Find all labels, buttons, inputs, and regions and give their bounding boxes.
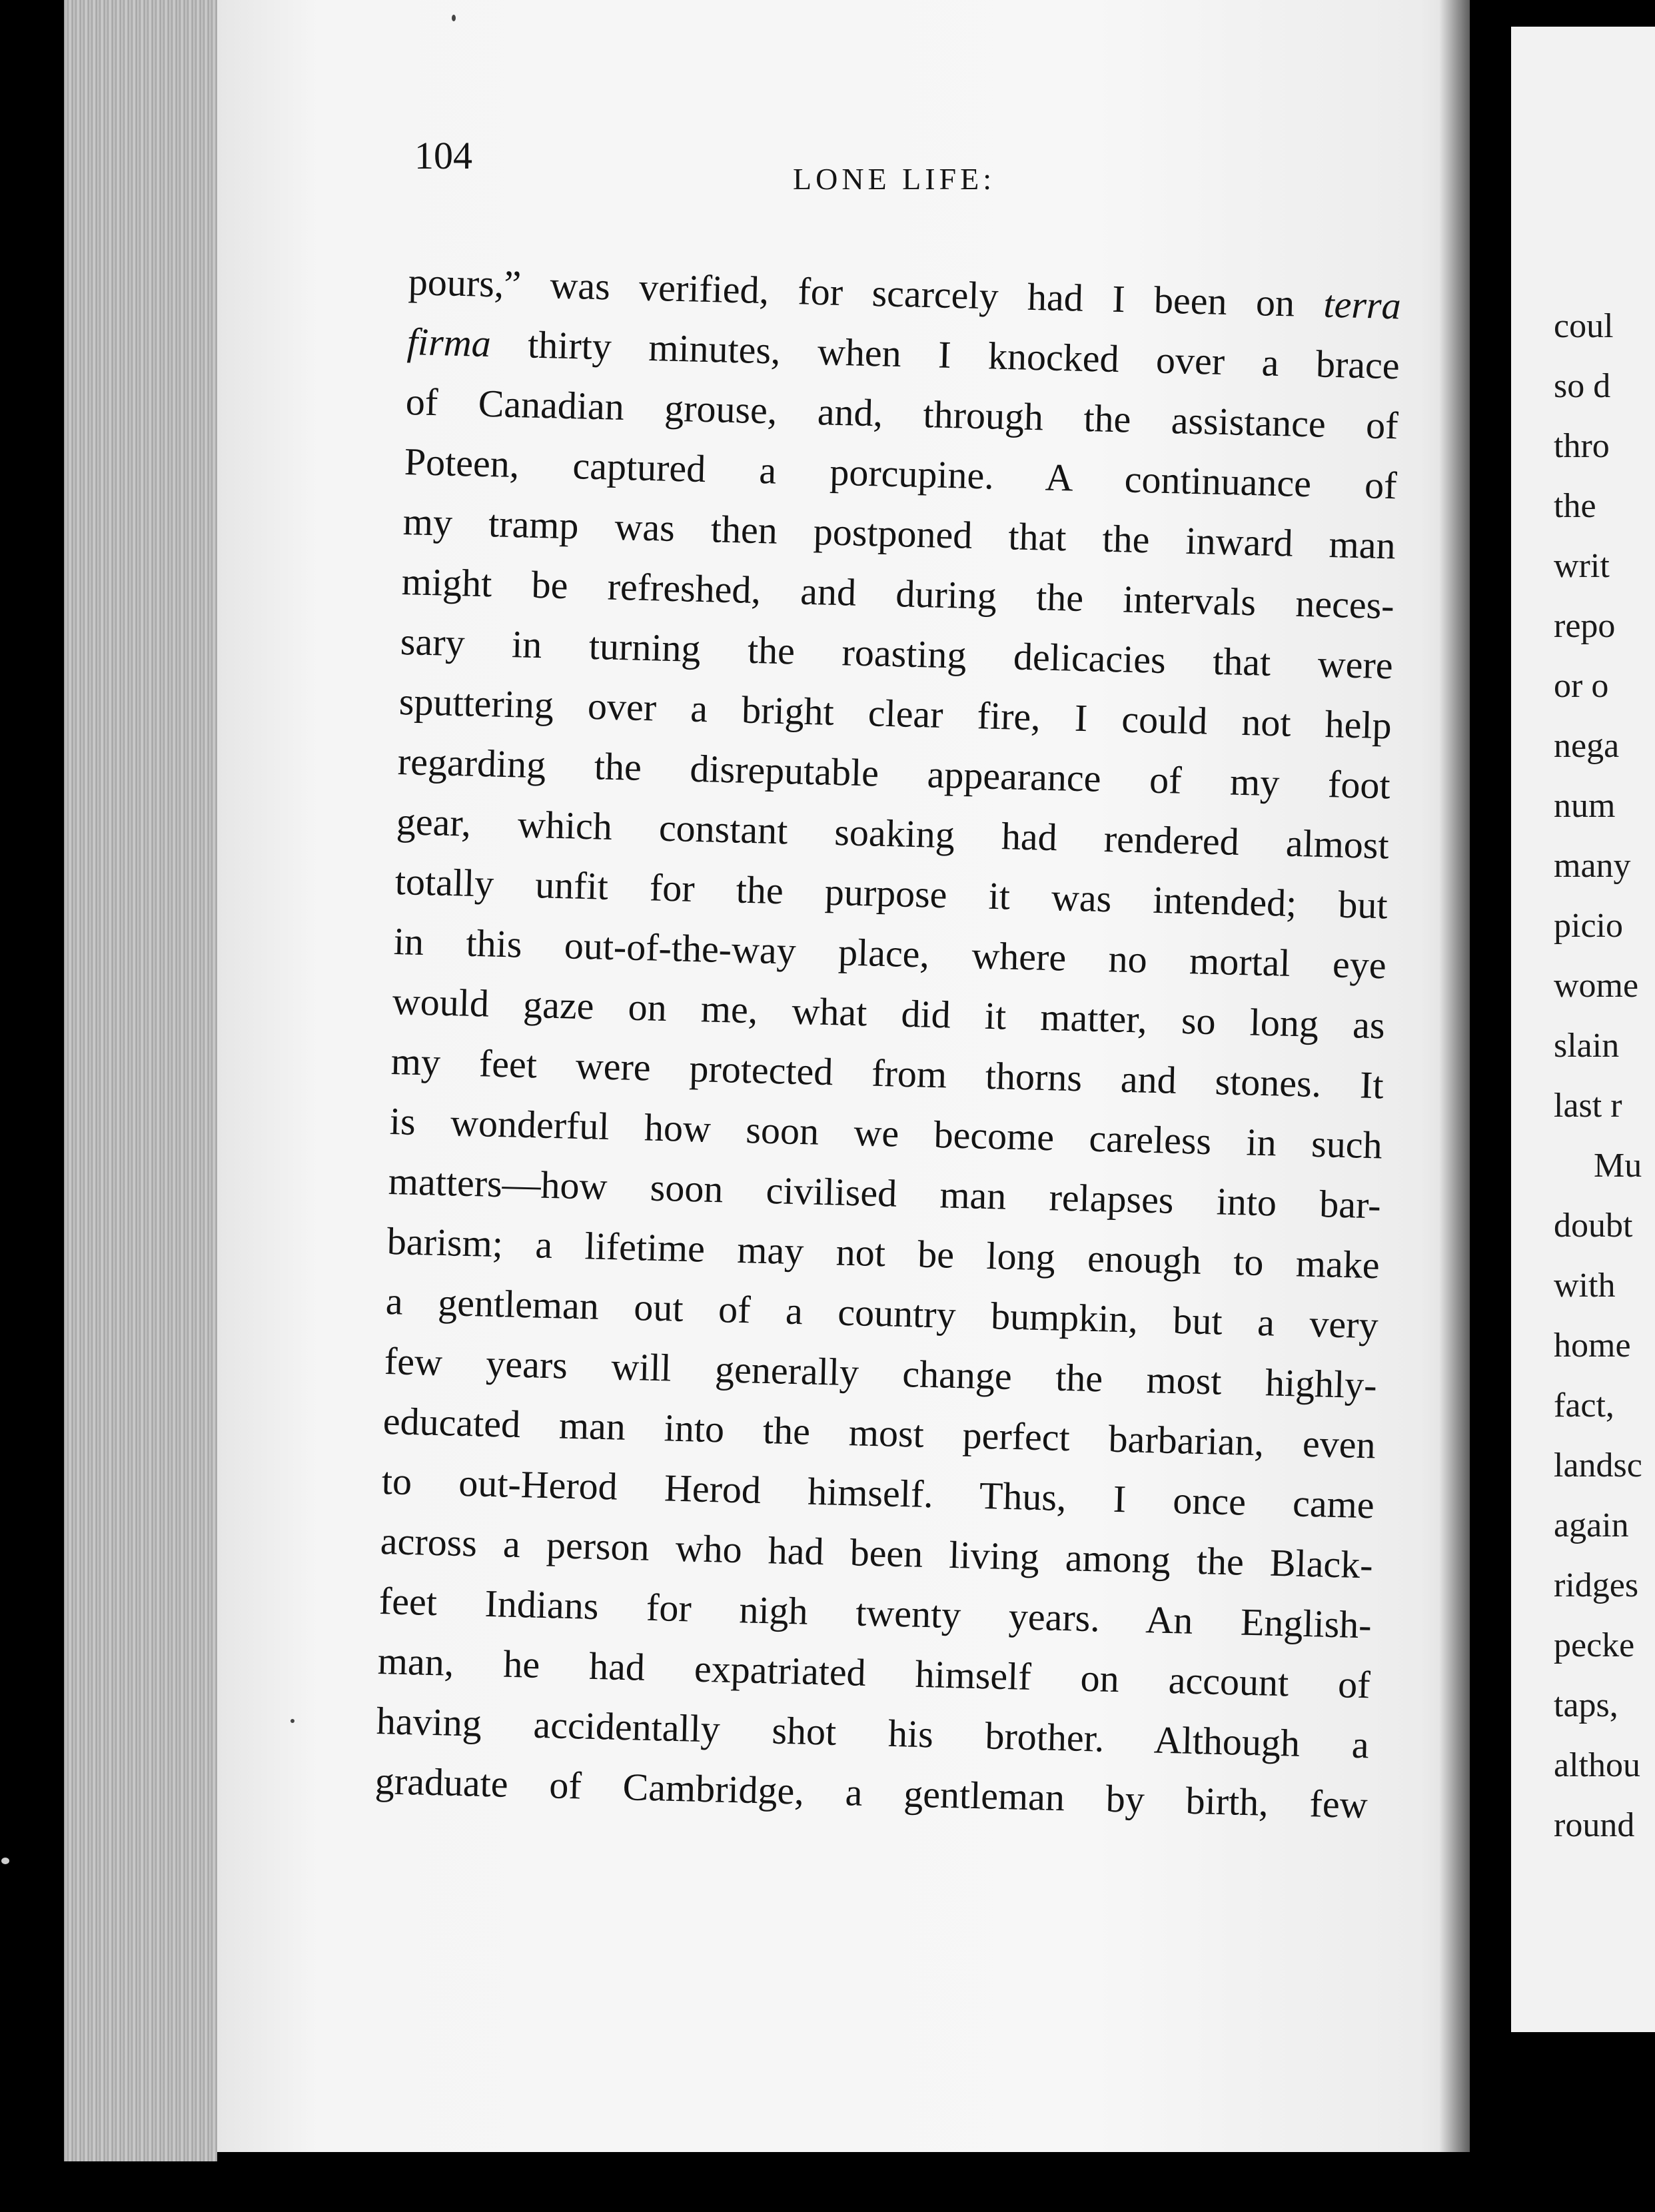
facing-text-line: with <box>1554 1267 1616 1305</box>
facing-text-line: or o <box>1554 667 1609 705</box>
text-line: pours,” was verified, for scarcely had I been on terra <box>408 260 1402 328</box>
facing-text-line: doubt <box>1554 1207 1633 1245</box>
facing-text-line: many <box>1554 847 1631 885</box>
text-line: a gentleman out of a country bumpkin, but a very <box>385 1279 1379 1347</box>
text-line: feet Indians for nigh twenty years. An English- <box>378 1579 1373 1647</box>
text-line: my tramp was then postponed that the inward man <box>402 500 1396 568</box>
facing-text-line: fact, <box>1554 1386 1614 1424</box>
italic-word: terra <box>1323 282 1402 328</box>
facing-text-line: writ <box>1554 547 1610 585</box>
facing-text-line: again <box>1554 1506 1629 1544</box>
speck-mark <box>452 15 456 21</box>
facing-text-line: so d <box>1554 367 1611 405</box>
speck-mark <box>1 1858 9 1864</box>
facing-text-line: last r <box>1554 1087 1622 1125</box>
text-line: Poteen, captured a porcupine. A continuance of <box>404 440 1398 508</box>
gutter-shadow <box>1439 0 1492 2165</box>
facing-text-line: home <box>1554 1327 1631 1365</box>
text-line: is wonderful how soon we become careless in such <box>389 1099 1383 1167</box>
facing-text-line: Mu <box>1594 1147 1642 1185</box>
facing-text-line: coul <box>1554 307 1614 345</box>
facing-text-line: picio <box>1554 907 1623 945</box>
facing-text-line: nega <box>1554 727 1620 765</box>
facing-text-line: slain <box>1554 1027 1620 1065</box>
speck-mark <box>290 1719 294 1723</box>
text-line: firma thirty minutes, when I knocked over a brace <box>406 320 1400 388</box>
text-line: gear, which constant soaking had rendered almost <box>396 800 1390 867</box>
facing-text-line: repo <box>1554 607 1616 645</box>
facing-text-line: wome <box>1554 967 1639 1005</box>
facing-text-line: the <box>1554 487 1596 525</box>
text-line: graduate of Cambridge, a gentleman by birth, few <box>374 1759 1369 1827</box>
facing-text-line: pecke <box>1554 1626 1635 1664</box>
facing-text-line: ridges <box>1554 1566 1639 1604</box>
text-line: few years will generally change the most highly- <box>384 1339 1378 1407</box>
facing-text-line: round <box>1554 1806 1635 1844</box>
text-line: regarding the disreputable appearance of my foot <box>397 740 1391 808</box>
page-stack-edges <box>64 0 217 2161</box>
facing-text-line: thro <box>1554 427 1610 465</box>
facing-text-line: althou <box>1554 1746 1640 1784</box>
facing-text-line: landsc <box>1554 1446 1642 1484</box>
text-line: might be refreshed, and during the intervals neces- <box>401 560 1395 628</box>
italic-word: firma <box>406 320 492 366</box>
page-number: 104 <box>414 134 472 177</box>
text-line: man, he had expatriated himself on account of <box>377 1639 1371 1707</box>
facing-text-line: num <box>1554 787 1616 825</box>
running-head: LONE LIFE: <box>793 162 996 196</box>
text-line: my feet were protected from thorns and stones. It <box>390 1039 1384 1107</box>
text-line: matters—how soon civilised man relapses into bar- <box>388 1159 1382 1227</box>
text-line: to out-Herod Herod himself. Thus, I once came <box>381 1459 1375 1527</box>
facing-text-line: taps, <box>1554 1686 1618 1724</box>
text-line: sputtering over a bright clear fire, I could not help <box>398 680 1392 748</box>
facing-page <box>1511 27 1655 2032</box>
text-line: of Canadian grouse, and, through the assistance of <box>405 380 1399 448</box>
text-line: educated man into the most perfect barbarian, even <box>382 1399 1377 1467</box>
text-line: sary in turning the roasting delicacies that were <box>400 620 1394 688</box>
text-line: barism; a lifetime may not be long enough to make <box>386 1219 1380 1287</box>
text-line: having accidentally shot his brother. Although a <box>376 1699 1370 1767</box>
text-line: across a person who had been living among the Black- <box>380 1519 1374 1587</box>
text-line: in this out-of-the-way place, where no mortal eye <box>393 919 1387 987</box>
text-line: totally unfit for the purpose it was intended; but <box>394 859 1388 927</box>
text-line: would gaze on me, what did it matter, so long as <box>392 979 1386 1047</box>
